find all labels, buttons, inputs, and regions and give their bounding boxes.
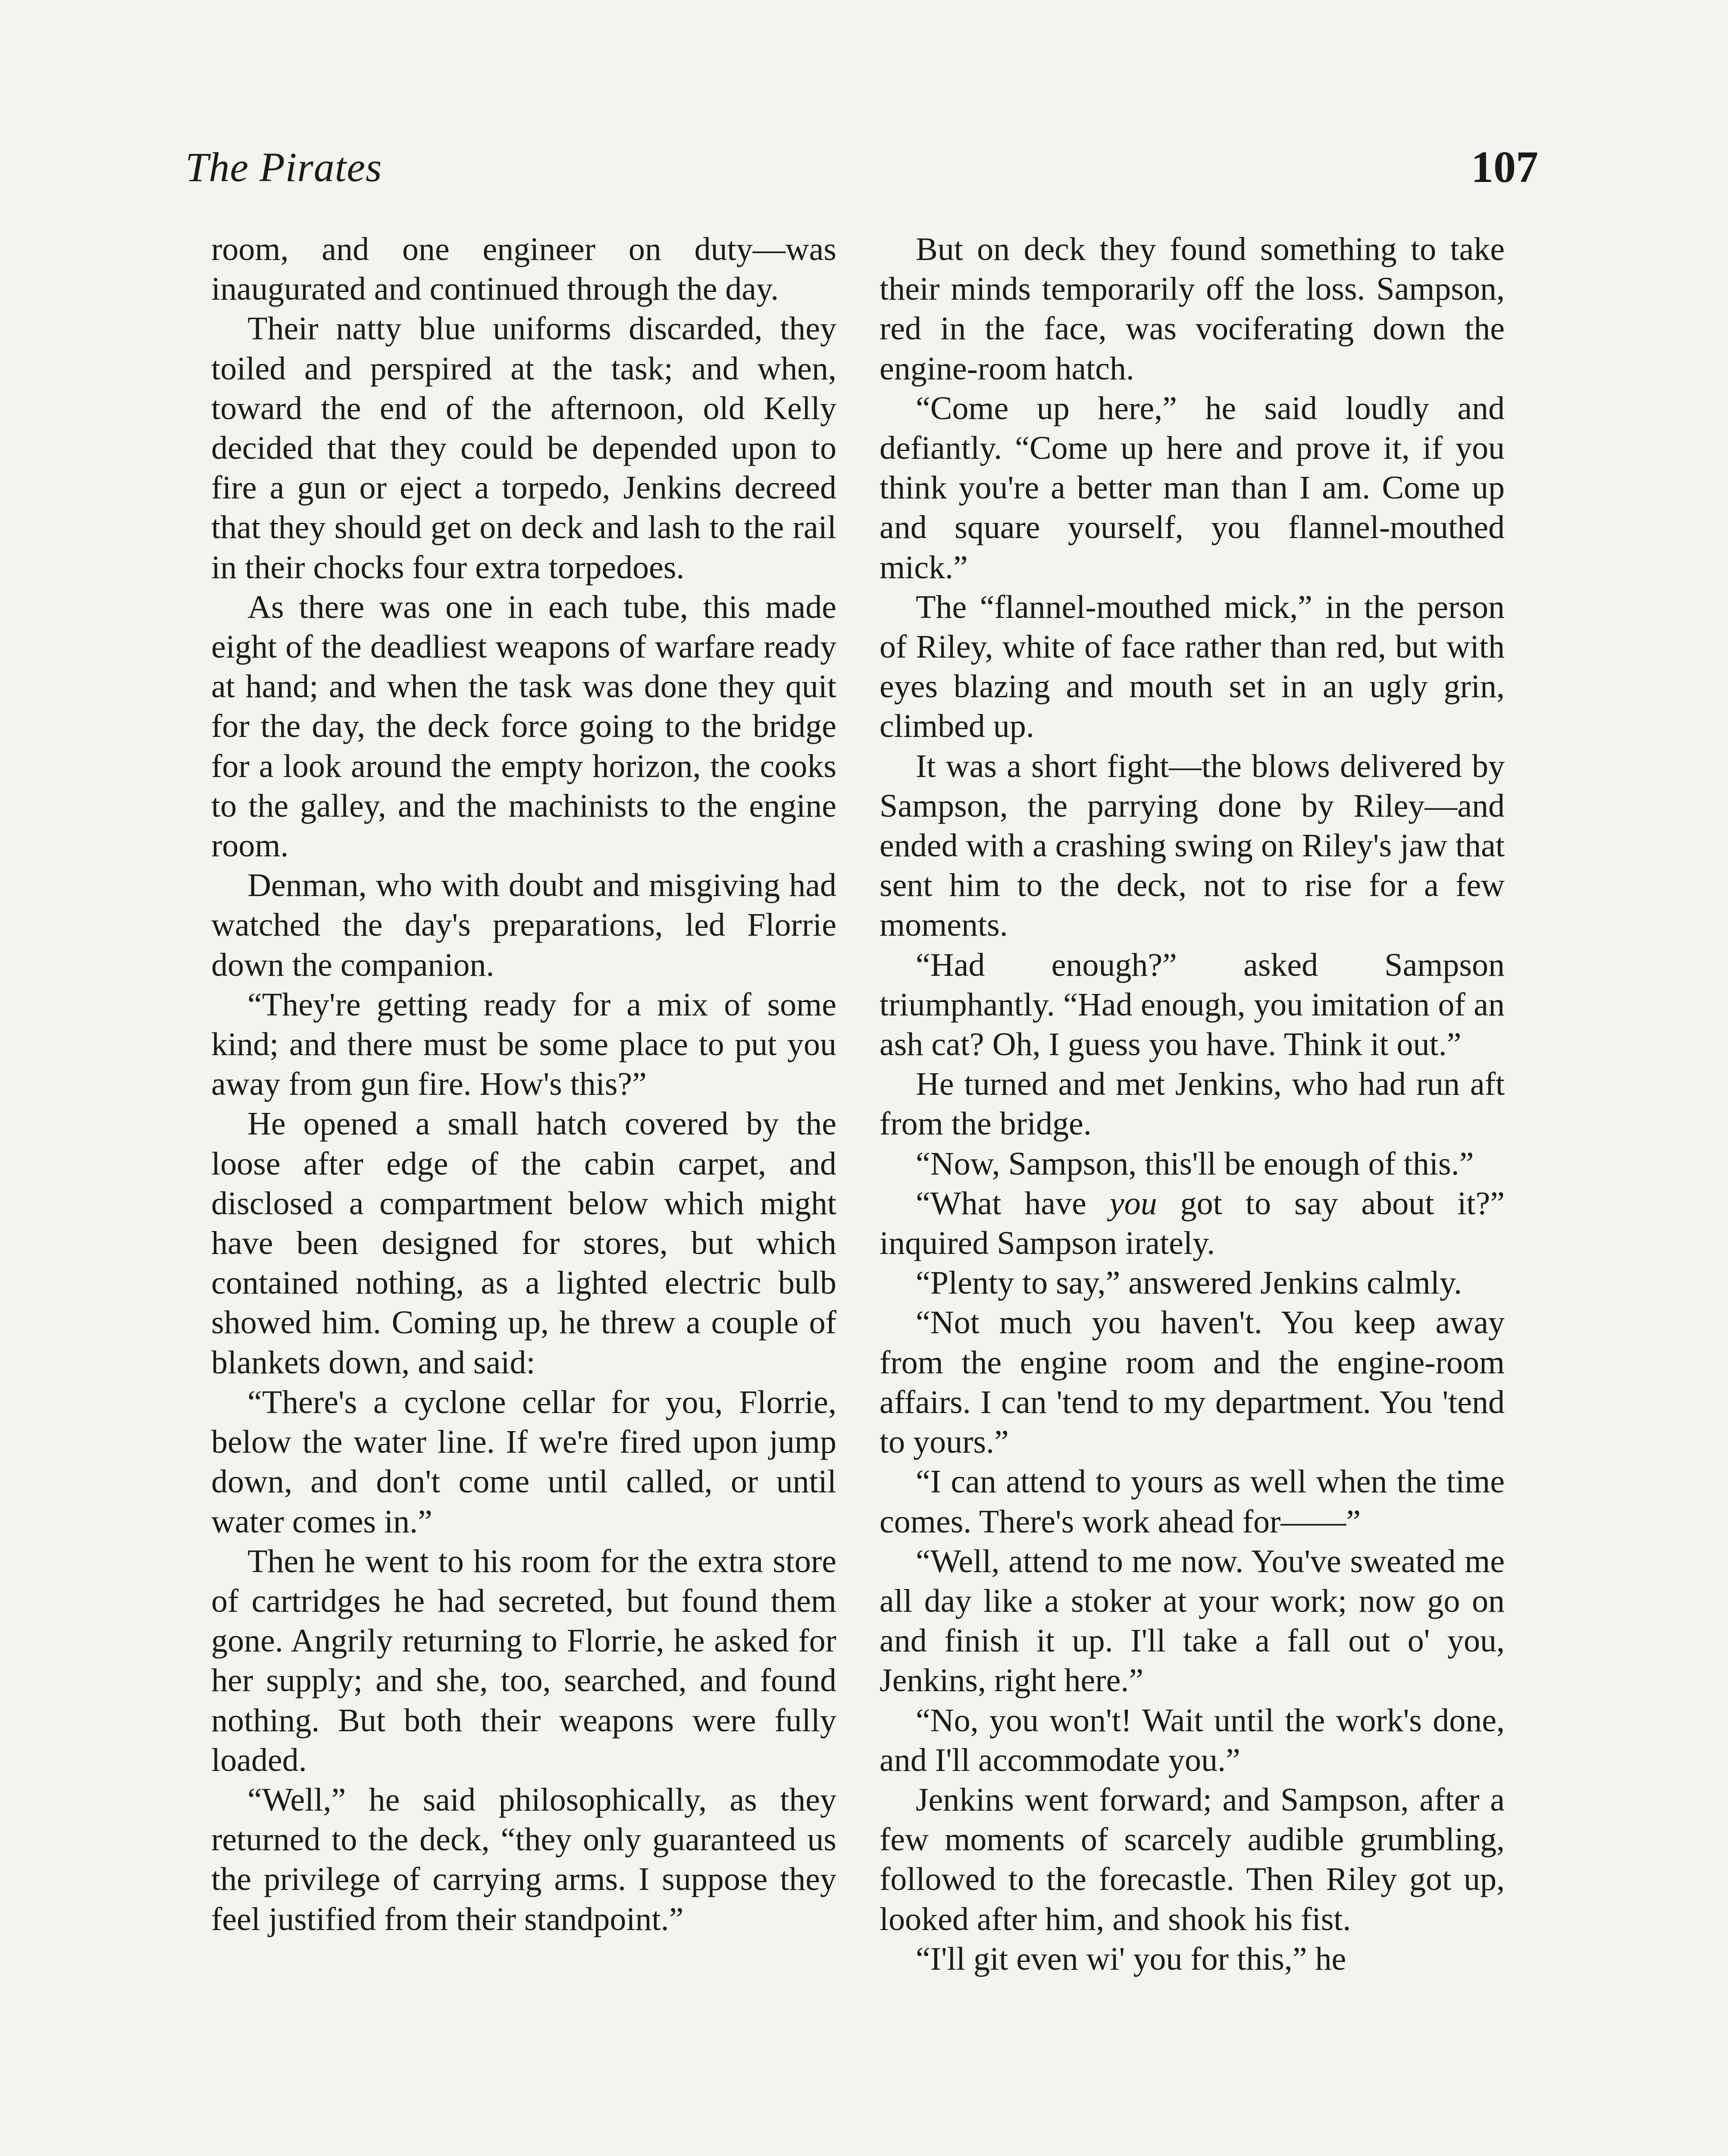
paragraph: He opened a small hatch covered by the loose after edge of the cabin carpet, and disclosed a compartment below which might have been designed for stores, but which contained nothing, as a lighted electric bulb showed him. Coming up, he threw a couple of blankets down, and said: (211, 1106, 836, 1381)
left-column (211, 229, 836, 1939)
paragraph: “There's a cyclone cellar for you, Florrie, below the water line. If we're fired upon jump down, and don't come until called, or until water comes in.” (211, 1384, 836, 1540)
right-column (880, 229, 1505, 1979)
paragraph: “They're getting ready for a mix of some kind; and there must be some place to put you away from gun fire. How's this?” (211, 986, 836, 1103)
paragraph: He turned and met Jenkins, who had run aft from the bridge. (880, 1066, 1505, 1142)
paragraph-text: got to say about it?” inquired Sampson irately. (880, 1185, 1505, 1262)
paragraph: The “flannel-mouthed mick,” in the person of Riley, white of face rather than red, but with eyes blazing and mouth set in an ugly grin, climbed up. (880, 589, 1505, 745)
paragraph: “Well,” he said philosophically, as they returned to the deck, “they only guaranteed us the privilege of carrying arms. I suppose they feel justified from their standpoint.” (211, 1781, 836, 1937)
paragraph: “Well, attend to me now. You've sweated me all day like a stoker at your work; now go on and finish it up. I'll take a fall out o' you, Jenkins, right here.” (880, 1543, 1505, 1699)
paragraph: “I'll git even wi' you for this,” he (916, 1940, 1346, 1977)
paragraph: “Had enough?” asked Sampson triumphantly. “Had enough, you imitation of an ash cat? Oh, I guess you have. Think it out.” (880, 946, 1505, 1063)
paragraph (880, 1184, 1505, 1263)
paragraph: Then he went to his room for the extra store of cartridges he had secreted, but found them gone. Angrily returning to Florrie, he asked for her supply; and she, too, searched, and found nothing. But both their weapons were fully loaded. (211, 1543, 836, 1778)
running-head-title: The Pirates (185, 144, 382, 190)
paragraph: Jenkins went forward; and Sampson, after a few moments of scarcely audible grumbling, followed to the forecastle. Then Riley got up, looked after him, and shook his fist. (880, 1781, 1505, 1937)
paragraph: Denman, who with doubt and misgiving had watched the day's preparations, led Florrie down the companion. (211, 867, 836, 983)
paragraph: But on deck they found something to take their minds temporarily off the loss. Sampson, red in the face, was vociferating down the engine-room hatch. (880, 231, 1505, 387)
paragraph: “Now, Sampson, this'll be enough of this.” (916, 1145, 1474, 1182)
emphasized-word: you (1109, 1185, 1157, 1222)
running-head (0, 0, 1728, 241)
paragraph: As there was one in each tube, this made eight of the deadliest weapons of warfare ready at hand; and when the task was done they quit for the day, the deck force going to the bridge for a look around the empty horizon, the cooks to the galley, and the machinists to the engine room. (211, 589, 836, 864)
paragraph: “Not much you haven't. You keep away from the engine room and the engine-room affairs. I can 'tend to my department. You 'tend to yours.” (880, 1304, 1505, 1460)
paragraph: “Come up here,” he said loudly and defiantly. “Come up here and prove it, if you think you're a better man than I am. Come up and square yourself, you flannel-mouthed mick.” (880, 390, 1505, 586)
paragraph-text: “What have (916, 1185, 1110, 1222)
paragraph: “I can attend to yours as well when the time comes. There's work ahead for——” (880, 1463, 1505, 1540)
paragraph: room, and one engineer on duty—was inaugurated and continued through the day. (211, 231, 836, 307)
paragraph: It was a short fight—the blows delivered by Sampson, the parrying done by Riley—and ended with a crashing swing on Riley's jaw that sent him to the deck, not to rise for a few moments. (880, 748, 1505, 943)
paragraph: “Plenty to say,” answered Jenkins calmly. (916, 1265, 1462, 1301)
paragraph: Their natty blue uniforms discarded, they toiled and perspired at the task; and when, toward the end of the afternoon, old Kelly decided that they could be depended upon to fire a gun or eject a torpedo, Jenkins decreed that they should get on deck and lash to the rail in their chocks four extra torpedoes. (211, 310, 836, 586)
paragraph: “No, you won't! Wait until the work's done, and I'll accommodate you.” (880, 1702, 1505, 1778)
page-number: 107 (1471, 142, 1538, 192)
